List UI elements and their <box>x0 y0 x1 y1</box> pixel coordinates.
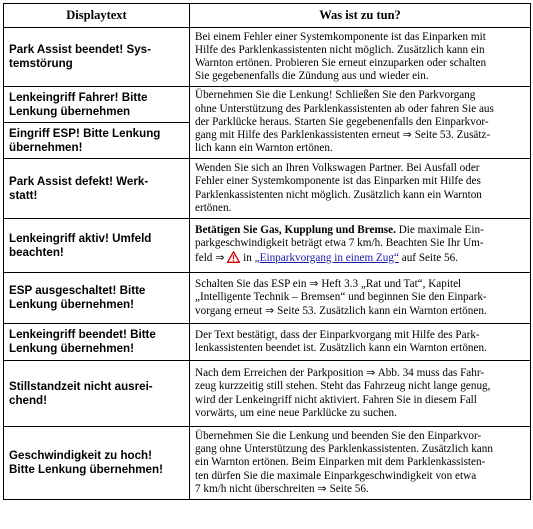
message-line: Bitte Lenkung übernehmen! <box>9 463 163 476</box>
description-line: „Intelligente Technik – Bremsen“ und beginnen Sie den Einpark- <box>195 291 487 304</box>
description-line: ein Warnton ertönen. Beim Einparken mit dem Parklenkassisten- <box>195 456 486 469</box>
table-row <box>4 273 531 324</box>
description-line: 7 km/h nicht überschreiten ⇒ Seite 56. <box>195 482 369 495</box>
description-line: ten dürfen Sie die maximale Einparkgeschwindigkeit von etwa <box>195 469 477 482</box>
description-line: vorwärts, um eine neue Parklücke zu suchen. <box>195 406 397 419</box>
description-line: Warnton ertönen. Probieren Sie erneut einzuparken oder schalten <box>195 57 487 69</box>
description-text: auf Seite 56. <box>398 251 458 264</box>
action-description <box>190 87 531 159</box>
display-message <box>4 219 190 273</box>
message-line: chend! <box>9 393 48 407</box>
action-description <box>190 219 531 273</box>
description-line: Wenden Sie sich an Ihren Volkswagen Partner. Bei Ausfall oder <box>195 162 480 175</box>
action-description <box>190 273 531 324</box>
description-line: Übernehmen Sie die Lenkung! Schließen Sie den Parkvorgang <box>195 89 476 102</box>
description-line: Sie gegebenenfalls die Zündung aus und wieder ein. <box>195 70 429 83</box>
description-line: Hilfe des Parklenkassistenten nicht möglich. Zusätzlich kann ein <box>195 43 485 56</box>
header-was-ist-zu-tun: Was ist zu tun? <box>190 4 531 28</box>
description-line <box>195 224 525 237</box>
message-line: Park Assist beendet! Sys- <box>9 43 151 56</box>
display-message <box>4 361 190 427</box>
description-line <box>195 251 525 267</box>
message-line: temstörung <box>9 57 73 70</box>
table-row <box>4 427 531 500</box>
message-line: Park Assist defekt! Werk- <box>9 174 149 188</box>
action-description <box>190 324 531 361</box>
header-displaytext: Displaytext <box>4 4 190 28</box>
description-line: Bei einem Fehler einer Systemkomponente ist das Einparken mit <box>195 30 486 43</box>
description-text: feld ⇒ <box>195 251 228 264</box>
message-line: Lenkung übernehmen! <box>9 342 134 355</box>
table-row <box>4 159 531 219</box>
message-line: Stillstandzeit nicht ausrei- <box>9 379 153 393</box>
message-line: Lenkeingriff Fahrer! Bitte <box>9 90 148 104</box>
display-message <box>4 427 190 500</box>
message-line: übernehmen! <box>9 140 83 154</box>
description-line: wird der Lenkeingriff nicht aktiviert. Fahren Sie in diesem Fall <box>195 393 477 406</box>
action-description <box>190 427 531 500</box>
message-line: Lenkeingriff beendet! Bitte <box>9 328 156 341</box>
description-line: parkgeschwindigkeit beträgt etwa 7 km/h. Beachten Sie Ihr Um- <box>195 237 484 250</box>
action-description <box>190 28 531 87</box>
table-row <box>4 28 531 87</box>
display-message <box>4 273 190 324</box>
description-text: Die maximale Ein- <box>395 224 484 237</box>
warning-triangle-icon <box>227 251 240 267</box>
description-line: lich kann ein Warnton ertönen. <box>195 142 333 155</box>
description-line: Nach dem Erreichen der Parkposition ⇒ Abb. 34 muss das Fahr- <box>195 367 485 380</box>
message-line: ESP ausgeschaltet! Bitte <box>9 284 146 297</box>
description-line: lenkassistenten beendet ist. Zusätzlich kann ein Warnton ertönen. <box>195 342 487 354</box>
einparkvorgang-link[interactable]: „Einparkvorgang in einem Zug“ <box>254 251 399 264</box>
display-message <box>4 87 190 123</box>
description-line: ohne Unterstützung des Parklenkassistenten ab oder fahren Sie aus <box>195 102 494 115</box>
message-line: Lenkung übernehmen <box>9 104 131 118</box>
description-line: gang ohne Unterstützung des Parklenkassistenten. Zusätzlich kann <box>195 443 493 456</box>
action-description <box>190 361 531 427</box>
description-line: Übernehmen Sie die Lenkung und beenden Sie den Einparkvor- <box>195 429 482 442</box>
message-line: beachten! <box>9 245 64 259</box>
bold-instruction: Betätigen Sie Gas, Kupplung und Bremse. <box>195 224 396 237</box>
message-line: statt! <box>9 188 38 202</box>
description-line: Fehler einer Systemkomponente ist das Einparken mit Hilfe des <box>195 175 481 188</box>
description-line: vorgang erneut ⇒ Seite 53. Zusätzlich kann ein Warnton ertönen. <box>195 304 487 317</box>
action-description <box>190 159 531 219</box>
display-message <box>4 324 190 361</box>
display-message <box>4 159 190 219</box>
display-message <box>4 28 190 87</box>
description-line: Der Text bestätigt, dass der Einparkvorgang mit Hilfe des Park- <box>195 328 480 341</box>
description-line: gang mit Hilfe des Parklenkassistenten erneut ⇒ Seite 53. Zusätz- <box>195 129 491 142</box>
message-line: Lenkung übernehmen! <box>9 298 134 311</box>
table-row <box>4 87 531 123</box>
display-text-table <box>3 3 531 500</box>
description-line: ertönen. <box>195 201 232 214</box>
table-row <box>4 219 531 273</box>
message-line: Lenkeingriff aktiv! Umfeld <box>9 231 152 245</box>
description-line: Parklenkassistenten nicht möglich. Zusätzlich kann ein Warnton <box>195 188 482 201</box>
table-header-row <box>4 4 531 28</box>
table-row <box>4 361 531 427</box>
description-line: zeug kurzzeitig still stehen. Steht das Fahrzeug nicht lange genug, <box>195 380 491 393</box>
description-line: Schalten Sie das ESP ein ⇒ Heft 3.3 „Rat und Tat“, Kapitel <box>195 278 462 291</box>
display-message <box>4 123 190 159</box>
table-row <box>4 324 531 361</box>
message-line: Geschwindigkeit zu hoch! <box>9 449 153 462</box>
message-line: Eingriff ESP! Bitte Lenkung <box>9 126 161 140</box>
description-text: in <box>240 251 255 264</box>
description-line: der Parklücke heraus. Starten Sie gegebenenfalls den Einparkvor- <box>195 115 489 128</box>
